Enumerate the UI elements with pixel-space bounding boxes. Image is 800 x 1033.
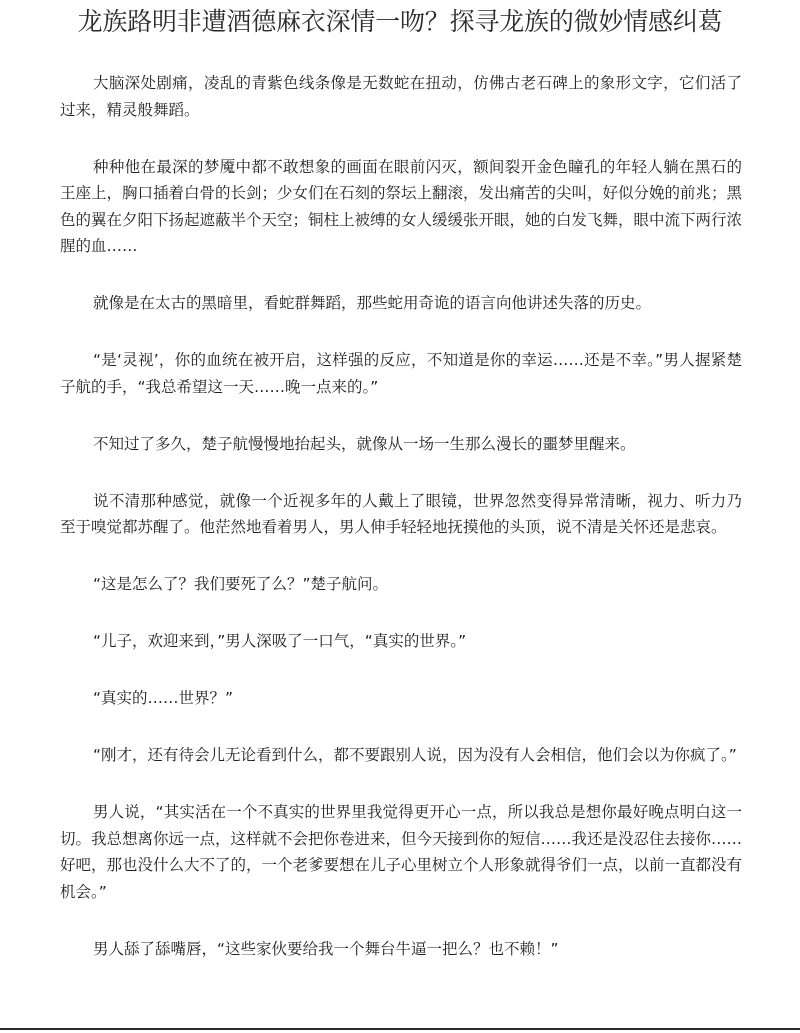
paragraph-4: “是‘灵视’，你的血统在被开启，这样强的反应，不知道是你的幸运……还是不幸。”男人握紧楚子航的手，“我总希望这一天……晚一点来的。”: [60, 351, 742, 396]
paragraph-1: 大脑深处剧痛，凌乱的青紫色线条像是无数蛇在扭动，仿佛古老石碑上的象形文字，它们活了过来，精灵般舞蹈。: [60, 74, 742, 119]
paragraph-7: “这是怎么了？我们要死了么？”楚子航问。: [93, 575, 389, 593]
paragraph-11: 男人说，“其实活在一个不真实的世界里我觉得更开心一点，所以我总是想你最好晚点明白这一切。我总想离你远一点，这样就不会把你卷进来，但今天接到你的短信……我还是没忍住去接你……好吧，那也没什么大不了的，一个老爹要想在儿子心里树立个人形象就得爷们一点，以前一直都没有机会。”: [60, 803, 743, 901]
paragraph-9: “真实的……世界？”: [93, 689, 234, 707]
paragraph-6: 说不清那种感觉，就像一个近视多年的人戴上了眼镜，世界忽然变得异常清晰，视力、听力乃至于嗅觉都苏醒了。他茫然地看着男人，男人伸手轻轻地抚摸他的头顶，说不清是关怀还是悲哀。: [60, 491, 742, 536]
paragraph-10: “刚才，还有待会儿无论看到什么，都不要跟别人说，因为没有人会相信，他们会以为你疯了。”: [93, 746, 737, 764]
bottom-divider: [0, 1028, 800, 1030]
paragraph-12: 男人舔了舔嘴唇，“这些家伙要给我一个舞台牛逼一把么？也不赖！”: [93, 939, 559, 958]
article-body: [60, 70, 742, 993]
paragraph-3: 就像是在太古的黑暗里，看蛇群舞蹈，那些蛇用奇诡的语言向他讲述失落的历史。: [93, 294, 652, 312]
paragraph-5: 不知过了多久，楚子航慢慢地抬起头，就像从一场一生那么漫长的噩梦里醒来。: [93, 434, 636, 453]
article-title: 龙族路明非遭酒德麻衣深情一吻？探寻龙族的微妙情感纠葛: [77, 7, 723, 36]
paragraph-2: 种种他在最深的梦魇中都不敢想象的画面在眼前闪灭，额间裂开金色瞳孔的年轻人躺在黑石的王座上，胸口插着白骨的长剑；少女们在石刻的祭坛上翻滚，发出痛苦的尖叫，好似分娩的前兆；黑色的翼在夕阳下扬起遮蔽半个天空；铜柱上被缚的女人缓缓张开眼，她的白发飞舞，眼中流下两行浓腥的血……: [60, 157, 743, 255]
paragraph-8: “儿子，欢迎来到，”男人深吸了一口气，“真实的世界。”: [93, 632, 467, 650]
